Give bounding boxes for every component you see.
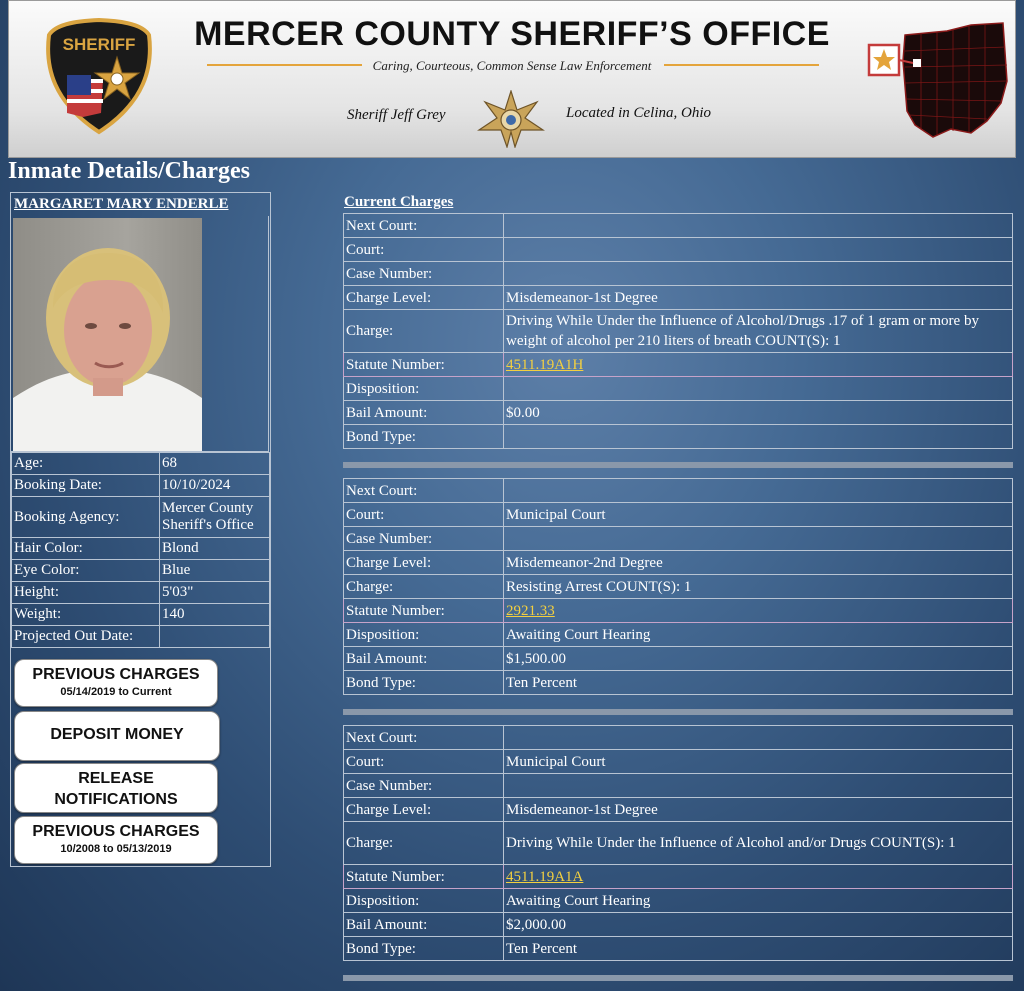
charge-row-statute [344, 599, 1013, 623]
page-title: Inmate Details/Charges [8, 158, 250, 184]
charge-value: Awaiting Court Hearing [504, 623, 1013, 647]
charge-row-charge-level [344, 551, 1013, 575]
charge-label: Bail Amount: [344, 401, 504, 425]
charge-table-2 [343, 478, 1013, 695]
charge-row-bail-amount [344, 913, 1013, 937]
charge-label: Disposition: [344, 623, 504, 647]
charge-value [504, 774, 1013, 798]
release-notifications-button[interactable] [14, 763, 218, 813]
charge-row-charge-level [344, 286, 1013, 310]
office-title: MERCER COUNTY SHERIFF’S OFFICE [194, 15, 830, 53]
charge-value: Resisting Arrest COUNT(S): 1 [504, 575, 1013, 599]
charge-value [504, 262, 1013, 286]
charge-label: Charge Level: [344, 798, 504, 822]
charge-row-statute [344, 865, 1013, 889]
button-sublabel: 10/2008 to 05/13/2019 [60, 843, 172, 855]
info-row-height [12, 582, 270, 604]
charge-separator [343, 709, 1013, 715]
charge-row-disposition [344, 377, 1013, 401]
svg-text:SHERIFF: SHERIFF [62, 35, 136, 54]
charge-value: $1,500.00 [504, 647, 1013, 671]
charge-row-court [344, 503, 1013, 527]
charge-row-disposition [344, 889, 1013, 913]
charge-label: Bond Type: [344, 937, 504, 961]
info-label: Booking Date: [12, 475, 160, 497]
info-label: Weight: [12, 604, 160, 626]
charge-row-charge [344, 575, 1013, 599]
charge-row-court [344, 238, 1013, 262]
charge-value: Driving While Under the Influence of Alcohol/Drugs .17 of 1 gram or more by weight of alcohol per 210 liters of breath COUNT(S): 1 [504, 310, 1013, 353]
photo-frame [11, 216, 269, 452]
charge-row-bond-type [344, 425, 1013, 449]
button-label: RELEASE [78, 770, 154, 787]
charge-row-case-number [344, 262, 1013, 286]
charge-value: $2,000.00 [504, 913, 1013, 937]
statute-link[interactable]: 2921.33 [506, 602, 555, 619]
charge-value: Misdemeanor-1st Degree [504, 798, 1013, 822]
charge-label: Next Court: [344, 214, 504, 238]
info-row-age [12, 453, 270, 475]
statute-link[interactable]: 4511.19A1H [506, 356, 584, 373]
charge-value [504, 865, 1013, 889]
button-sublabel: 05/14/2019 to Current [60, 686, 172, 698]
charge-row-bond-type [344, 937, 1013, 961]
charge-table-3 [343, 725, 1013, 961]
info-row-weight [12, 604, 270, 626]
charge-row-case-number [344, 774, 1013, 798]
charge-row-bail-amount [344, 401, 1013, 425]
button-label: PREVIOUS CHARGES [32, 666, 200, 683]
sheriff-star-icon [475, 90, 547, 148]
office-location: Located in Celina, Ohio [566, 105, 711, 121]
charge-value [504, 238, 1013, 262]
charge-label: Charge: [344, 822, 504, 865]
info-row-hair-color [12, 538, 270, 560]
charge-row-court [344, 750, 1013, 774]
inmate-photo [13, 218, 202, 451]
charge-value: Awaiting Court Hearing [504, 889, 1013, 913]
info-label: Eye Color: [12, 560, 160, 582]
charge-value: Misdemeanor-1st Degree [504, 286, 1013, 310]
charge-table-1 [343, 213, 1013, 449]
info-value: Blond [160, 538, 270, 560]
charge-label: Next Court: [344, 479, 504, 503]
charge-separator [343, 462, 1013, 468]
charge-value: Ten Percent [504, 937, 1013, 961]
charge-value [504, 479, 1013, 503]
info-value: Mercer County Sheriff's Office [160, 497, 270, 538]
charge-row-next-court [344, 479, 1013, 503]
charge-value: Ten Percent [504, 671, 1013, 695]
inmate-name: MARGARET MARY ENDERLE [14, 196, 229, 212]
charge-label: Statute Number: [344, 599, 504, 623]
charge-row-statute [344, 353, 1013, 377]
charge-value [504, 726, 1013, 750]
charge-label: Bail Amount: [344, 913, 504, 937]
charge-value [504, 377, 1013, 401]
charge-row-bail-amount [344, 647, 1013, 671]
charge-value [504, 214, 1013, 238]
charge-row-charge [344, 310, 1013, 353]
charge-separator [343, 975, 1013, 981]
info-label: Height: [12, 582, 160, 604]
office-tagline: Caring, Courteous, Common Sense Law Enforcement [372, 58, 652, 73]
charge-value [504, 599, 1013, 623]
charge-label: Charge Level: [344, 286, 504, 310]
charge-value: $0.00 [504, 401, 1013, 425]
charge-label: Court: [344, 503, 504, 527]
info-label: Age: [12, 453, 160, 475]
info-label: Projected Out Date: [12, 626, 160, 648]
sheriff-name: Sheriff Jeff Grey [347, 107, 446, 123]
info-value: 10/10/2024 [160, 475, 270, 497]
charge-label: Charge: [344, 575, 504, 599]
charge-value [504, 425, 1013, 449]
charge-row-charge [344, 822, 1013, 865]
info-value: 68 [160, 453, 270, 475]
charge-label: Bail Amount: [344, 647, 504, 671]
charge-label: Bond Type: [344, 425, 504, 449]
previous-charges-2019-button[interactable] [14, 659, 218, 707]
charge-value: Municipal Court [504, 750, 1013, 774]
charge-row-next-court [344, 726, 1013, 750]
charge-value: Driving While Under the Influence of Alcohol and/or Drugs COUNT(S): 1 [504, 822, 1013, 865]
charge-label: Charge: [344, 310, 504, 353]
inmate-info-table [11, 452, 270, 648]
charge-row-case-number [344, 527, 1013, 551]
info-value: 5'03" [160, 582, 270, 604]
charge-label: Court: [344, 750, 504, 774]
charge-row-disposition [344, 623, 1013, 647]
charge-row-next-court [344, 214, 1013, 238]
info-row-projected-out-date [12, 626, 270, 648]
charge-row-bond-type [344, 671, 1013, 695]
button-label: PREVIOUS CHARGES [32, 823, 200, 840]
ohio-county-map-icon [859, 21, 1009, 139]
charge-label: Bond Type: [344, 671, 504, 695]
charge-value: Misdemeanor-2nd Degree [504, 551, 1013, 575]
info-label: Booking Agency: [12, 497, 160, 538]
inmate-panel [10, 192, 271, 867]
deposit-money-button[interactable] [14, 711, 220, 761]
charge-value [504, 353, 1013, 377]
info-row-booking-agency [12, 497, 270, 538]
charge-value [504, 527, 1013, 551]
previous-charges-2008-button[interactable] [14, 816, 218, 864]
current-charges-heading: Current Charges [344, 194, 454, 210]
charge-label: Disposition: [344, 889, 504, 913]
charge-label: Case Number: [344, 774, 504, 798]
charge-row-charge-level [344, 798, 1013, 822]
charge-label: Disposition: [344, 377, 504, 401]
statute-link[interactable]: 4511.19A1A [506, 868, 584, 885]
charge-label: Statute Number: [344, 353, 504, 377]
info-label: Hair Color: [12, 538, 160, 560]
charge-label: Next Court: [344, 726, 504, 750]
charge-value: Municipal Court [504, 503, 1013, 527]
charge-label: Case Number: [344, 527, 504, 551]
info-value: Blue [160, 560, 270, 582]
header-banner [8, 0, 1016, 158]
charge-label: Charge Level: [344, 551, 504, 575]
info-row-eye-color [12, 560, 270, 582]
info-row-booking-date [12, 475, 270, 497]
button-label: DEPOSIT MONEY [50, 726, 184, 743]
info-value [160, 626, 270, 648]
button-label: NOTIFICATIONS [54, 791, 178, 808]
charge-label: Case Number: [344, 262, 504, 286]
charge-label: Court: [344, 238, 504, 262]
charge-label: Statute Number: [344, 865, 504, 889]
info-value: 140 [160, 604, 270, 626]
